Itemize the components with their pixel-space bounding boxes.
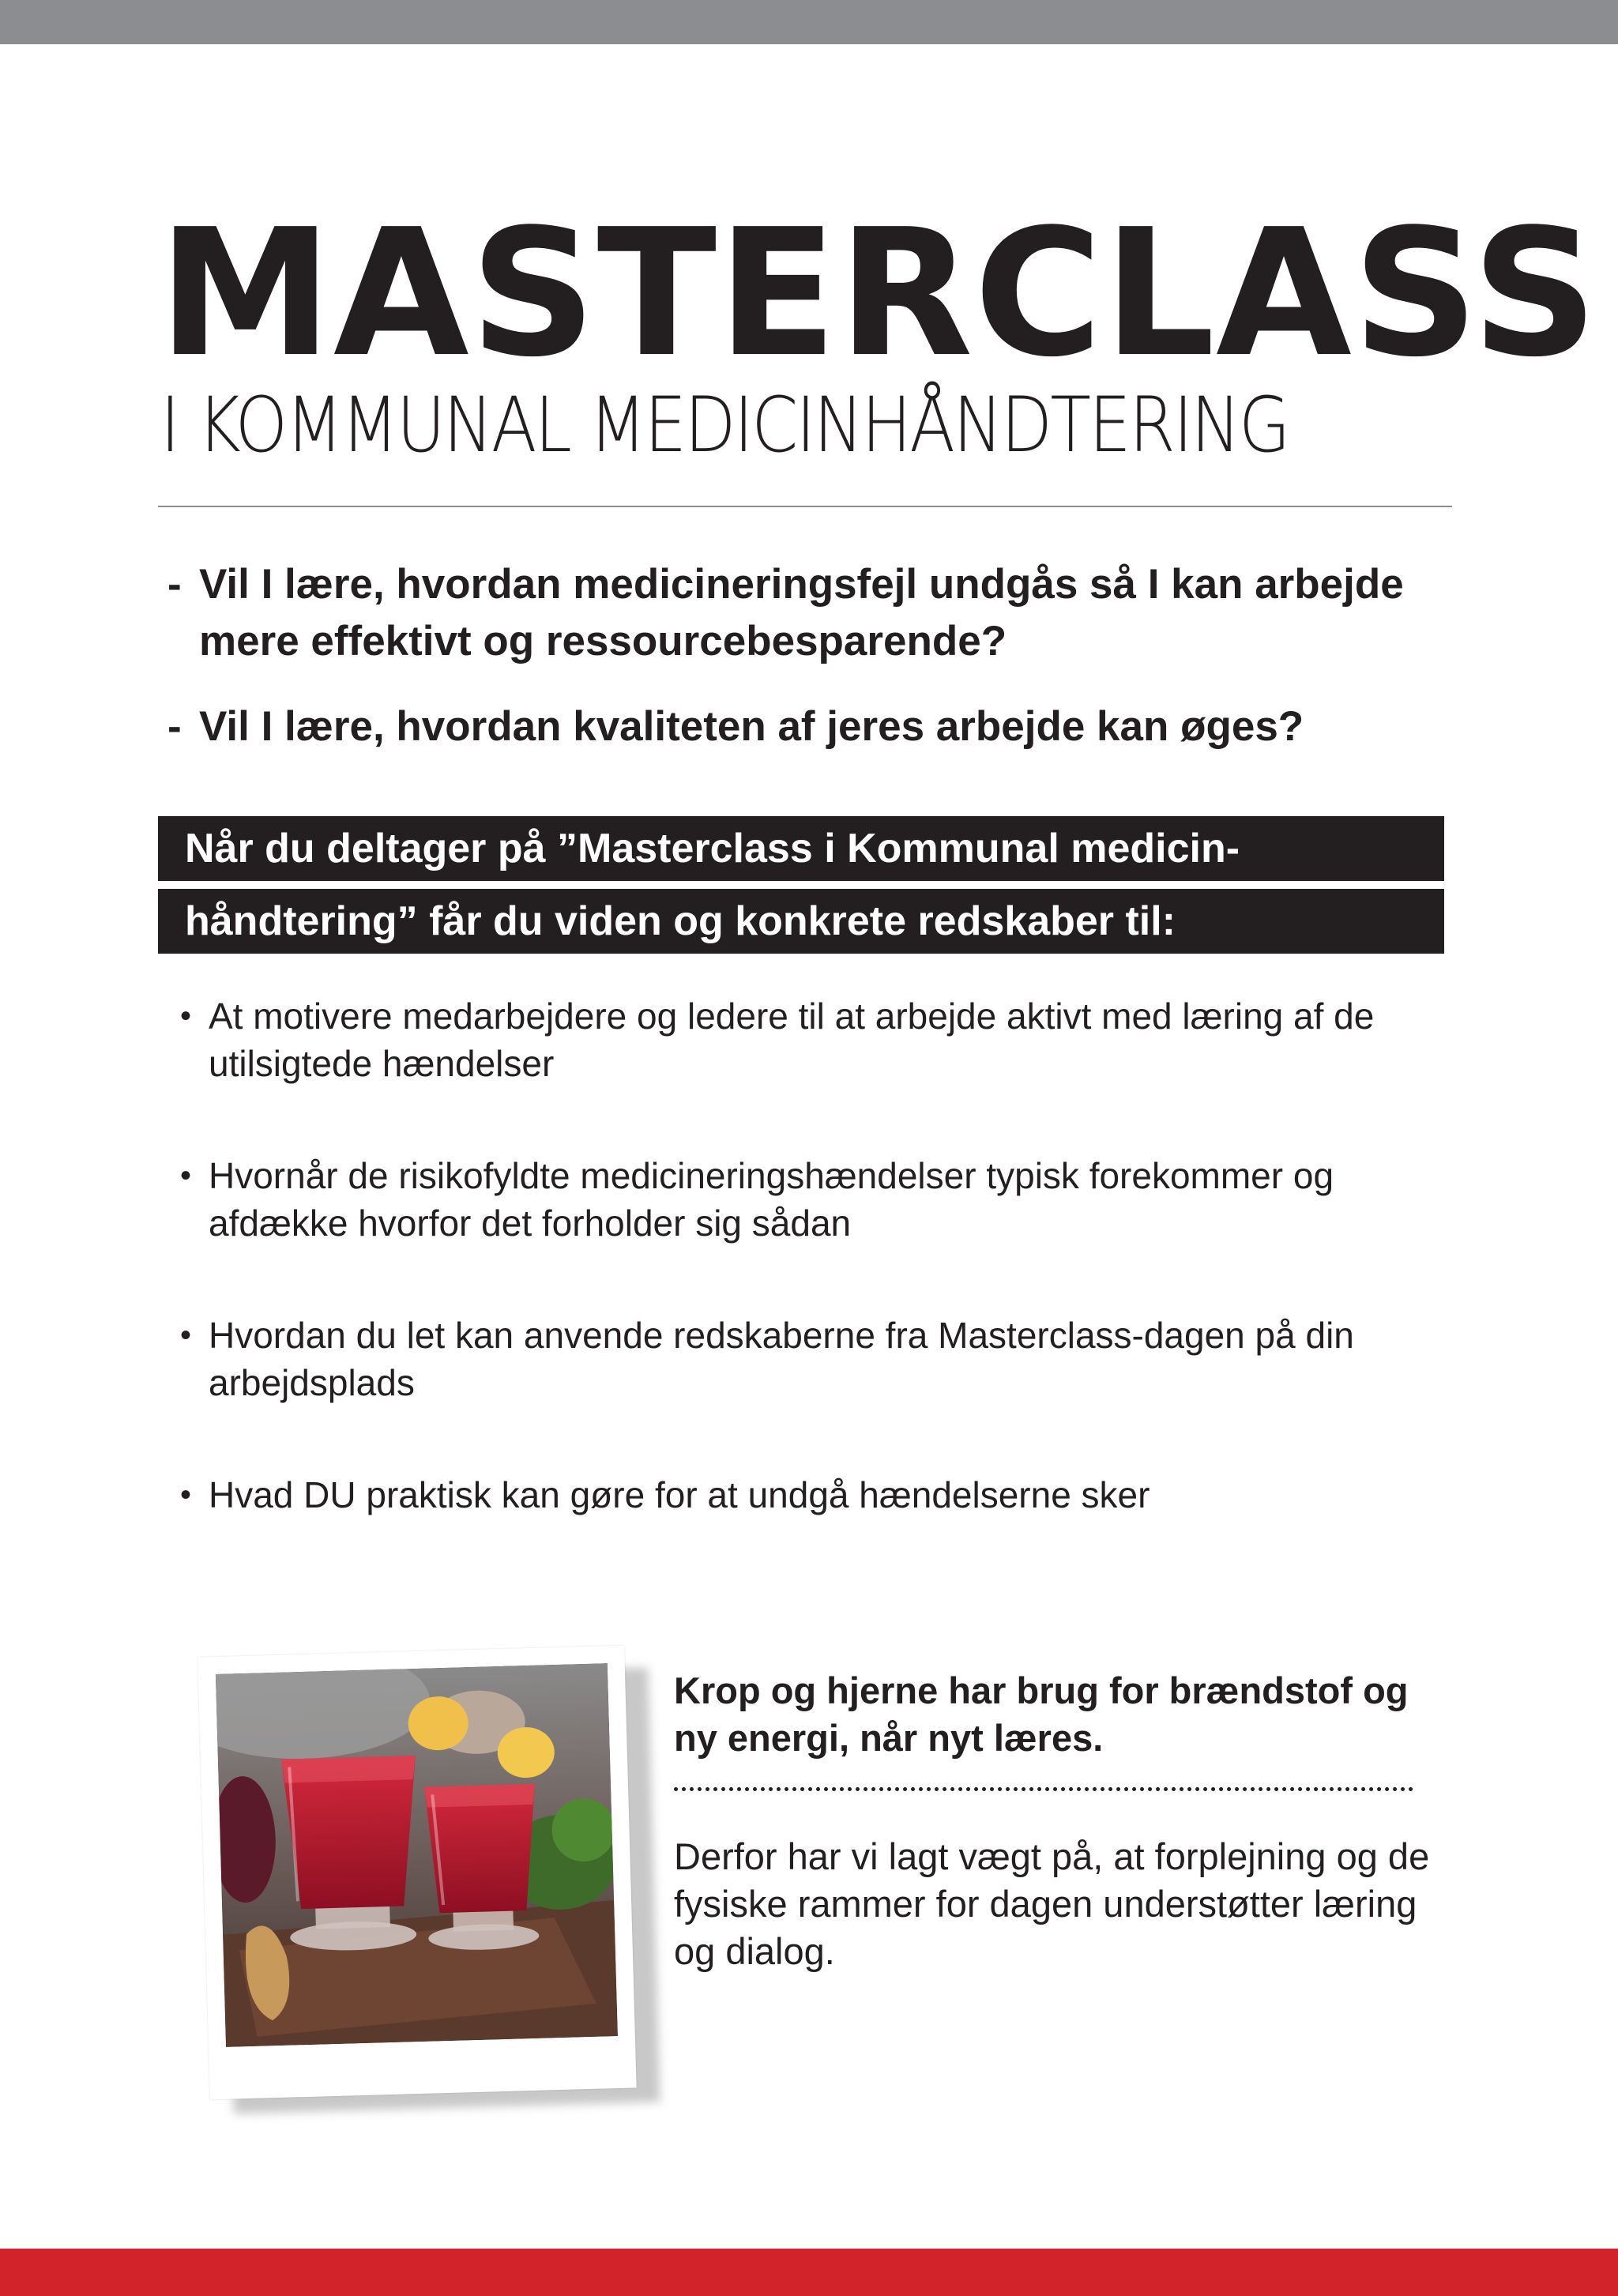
side-panel-heading: Krop og hjerne har brug for brændstof og ny energi, når nyt læres. [674,1669,1409,1759]
bullet-item [180,1471,1460,1519]
bullet-dot: • [180,1318,192,1353]
question-item [167,556,1479,670]
juice-glasses-illustration [216,1663,618,2047]
bullet-dot: • [180,1158,192,1193]
intro-band-line-1: Når du deltager på ”Masterclass i Kommunal medicin- [158,816,1444,881]
bullet-item [180,992,1460,1087]
juice-photo [216,1663,618,2047]
bullet-text: Hvornår de risikofyldte medicineringshændelser typisk forekommer og afdække hvorfor det forholder sig sådan [209,1155,1334,1244]
page-subtitle: I KOMMUNAL MEDICINHÅNDTERING [160,381,1289,469]
question-dash: - [167,703,182,750]
side-panel-text: Derfor har vi lagt vægt på, at forplejning og de fysiske rammer for dagen understøtter læring og dialog. [674,1835,1430,1972]
question-text: Vil I lære, hvordan medicineringsfejl undgås så I kan arbejde mere effektivt og ressourcebesparende? [199,561,1404,664]
bullet-item [180,1152,1460,1247]
title-divider [158,506,1452,507]
bullet-text: Hvad DU praktisk kan gøre for at undgå hændelserne sker [209,1474,1150,1515]
top-color-bar [0,0,1618,44]
intro-band-line-2: håndtering” får du viden og konkrete redskaber til: [158,889,1444,954]
dotted-divider [674,1787,1413,1791]
polaroid-photo [198,1646,636,2100]
bullet-text: At motivere medarbejdere og ledere til at arbejde aktivt med læring af de utilsigtede hændelser [209,996,1375,1084]
bottom-color-bar [0,2249,1618,2296]
question-dash: - [167,561,182,608]
bullet-dot: • [180,1477,192,1512]
bullet-item [180,1312,1460,1406]
page-title: MASTERCLASS [158,192,1599,396]
bullet-dot: • [180,999,192,1033]
bullet-text: Hvordan du let kan anvende redskaberne fra Masterclass-dagen på din arbejdsplads [209,1315,1354,1403]
question-item [167,698,1479,755]
question-text: Vil I lære, hvordan kvaliteten af jeres arbejde kan øges? [199,703,1304,750]
